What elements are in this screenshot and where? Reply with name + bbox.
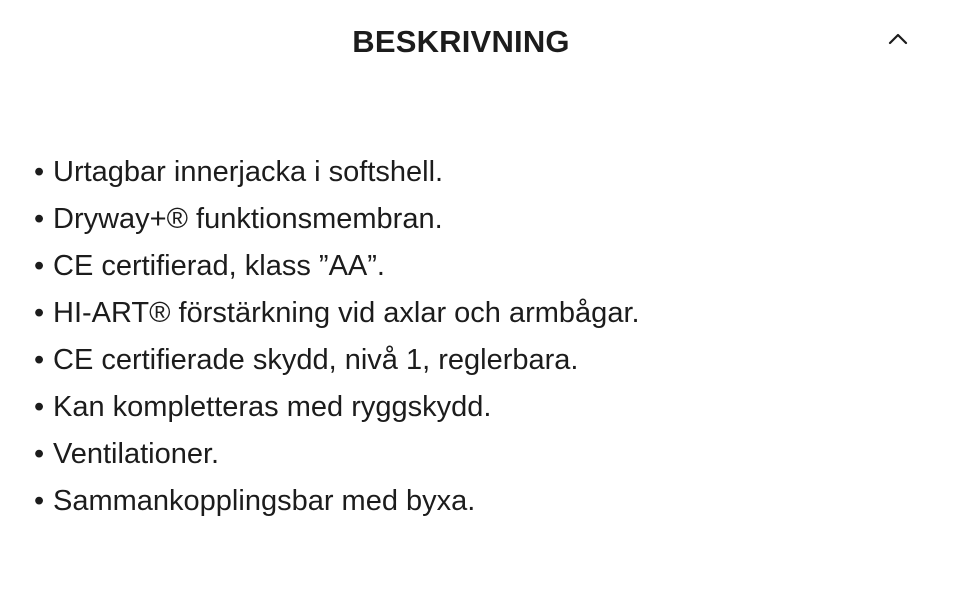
bullet: •	[34, 156, 45, 188]
feature-text: Ventilationer.	[53, 438, 220, 470]
feature-text: CE certifierad, klass ”AA”.	[53, 250, 385, 282]
bullet: •	[34, 485, 45, 517]
feature-item	[34, 337, 640, 384]
feature-item	[34, 243, 640, 290]
bullet: •	[34, 297, 45, 329]
feature-list	[34, 149, 640, 525]
feature-item	[34, 431, 640, 478]
feature-item	[34, 478, 640, 525]
feature-text: Kan kompletteras med ryggskydd.	[53, 391, 492, 423]
bullet: •	[34, 250, 45, 282]
feature-text: Dryway+® funktionsmembran.	[53, 203, 443, 235]
feature-text: Urtagbar innerjacka i softshell.	[53, 156, 444, 188]
feature-text: CE certifierade skydd, nivå 1, reglerbara.	[53, 344, 579, 376]
collapse-toggle-button[interactable]	[880, 22, 916, 54]
feature-item	[34, 290, 640, 337]
section-title: BESKRIVNING	[352, 24, 570, 59]
bullet: •	[34, 203, 45, 235]
chevron-up-icon	[880, 22, 916, 54]
feature-text: HI-ART® förstärkning vid axlar och armbågar.	[53, 297, 640, 329]
feature-text: Sammankopplingsbar med byxa.	[53, 485, 476, 517]
feature-item	[34, 149, 640, 196]
feature-item	[34, 384, 640, 431]
bullet: •	[34, 391, 45, 423]
feature-item	[34, 196, 640, 243]
bullet: •	[34, 438, 45, 470]
bullet: •	[34, 344, 45, 376]
accordion-header[interactable]	[0, 0, 960, 86]
